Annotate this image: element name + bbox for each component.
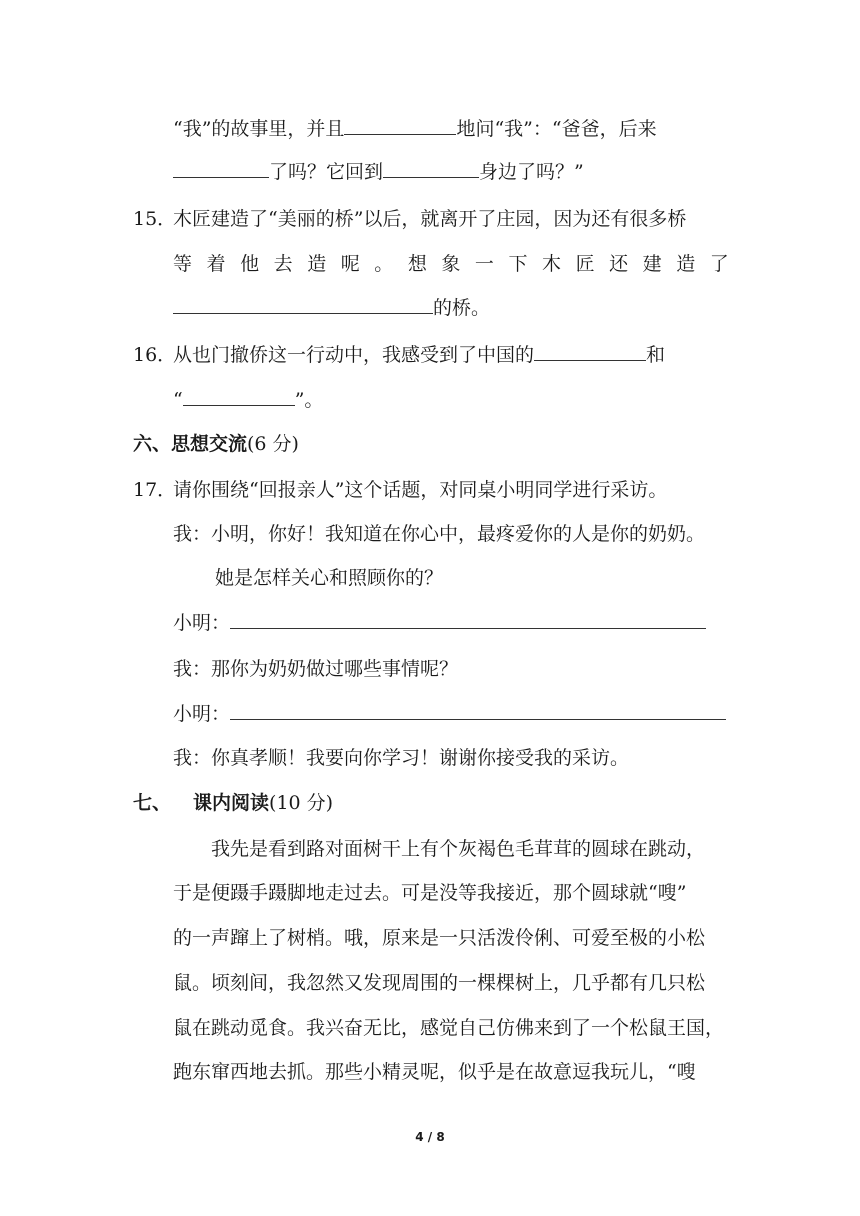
page-number: 4 / 8 xyxy=(415,1130,445,1144)
answer-blank[interactable] xyxy=(344,118,456,135)
q16-text: ”。 xyxy=(294,389,324,411)
section-score: (10 分) xyxy=(269,792,334,814)
q14-text: 地问“我”：“爸爸，后来 xyxy=(456,118,657,140)
q15-char: 了 xyxy=(709,253,729,275)
passage-line: 鼠在跳动觅食。我兴奋无比，感觉自己仿佛来到了一个松鼠王国， xyxy=(173,1017,725,1039)
q14-line-2 xyxy=(173,160,584,184)
q15-char: 还 xyxy=(609,253,629,275)
passage-line: 我先是看到路对面树干上有个灰褐色毛茸茸的圆球在跳动， xyxy=(211,838,706,860)
q16-text: “ xyxy=(173,389,183,411)
passage-line: 的一声蹿上了树梢。哦，原来是一只活泼伶俐、可爱至极的小松 xyxy=(173,927,706,949)
q15-char: 造 xyxy=(307,253,327,275)
q17-text: 请你围绕“回报亲人”这个话题，对同桌小明同学进行采访。 xyxy=(173,479,668,501)
q15-char: 象 xyxy=(441,253,461,275)
q15-char: 。 xyxy=(374,253,394,275)
passage-line: 于是便蹑手蹑脚地走过去。可是没等我接近，那个圆球就“嗖” xyxy=(173,882,687,904)
interview-xiaoming-1 xyxy=(173,611,706,635)
q15-char: 着 xyxy=(206,253,226,275)
q15-char: 想 xyxy=(407,253,427,275)
q15-char: 木 xyxy=(542,253,562,275)
q15-char: 下 xyxy=(508,253,528,275)
interview-me-1: 我：小明，你好！我知道在你心中，最疼爱你的人是你的奶奶。 xyxy=(173,523,706,545)
answer-blank[interactable] xyxy=(173,161,269,178)
q16-text: 从也门撤侨这一行动中，我感受到了中国的 xyxy=(173,344,535,366)
answer-blank[interactable] xyxy=(173,297,433,314)
q15-char: 一 xyxy=(474,253,494,275)
q16-line-2 xyxy=(173,388,323,412)
q15-line-2 xyxy=(173,252,729,276)
speaker-label: 小明： xyxy=(173,703,231,725)
q15-char: 建 xyxy=(642,253,662,275)
q15-line-1 xyxy=(133,207,686,231)
passage-line: 跑东窜西地去抓。那些小精灵呢，似乎是在故意逗我玩儿，“嗖 xyxy=(173,1061,696,1083)
q15-char: 造 xyxy=(676,253,696,275)
q14-text: 身边了吗？” xyxy=(479,161,584,183)
section-6-heading xyxy=(133,432,299,456)
section-title: 课内阅读 xyxy=(193,792,270,814)
q15-line-3 xyxy=(173,296,490,320)
question-number: 15． xyxy=(133,208,177,230)
answer-line[interactable] xyxy=(230,703,726,720)
section-7-heading xyxy=(133,791,333,815)
answer-blank[interactable] xyxy=(534,344,646,361)
section-number: 七、 xyxy=(133,792,172,814)
interview-xiaoming-2 xyxy=(173,702,726,726)
passage-line: 鼠。顷刻间，我忽然又发现周围的一棵棵树上，几乎都有几只松 xyxy=(173,972,706,994)
section-title: 六、思想交流 xyxy=(133,433,248,455)
interview-me-2: 我：那你为奶奶做过哪些事情呢？ xyxy=(173,658,459,680)
q15-char: 他 xyxy=(240,253,260,275)
interview-me-1b: 她是怎样关心和照顾你的？ xyxy=(215,567,444,589)
section-score: (6 分) xyxy=(247,433,299,455)
q15-char: 匠 xyxy=(575,253,595,275)
q15-char: 等 xyxy=(173,253,193,275)
question-number: 17． xyxy=(133,479,177,501)
interview-me-3: 我：你真孝顺！我要向你学习！谢谢你接受我的采访。 xyxy=(173,747,630,769)
q17-prompt xyxy=(133,478,667,502)
answer-blank[interactable] xyxy=(383,161,479,178)
q16-text: 和 xyxy=(646,344,666,366)
q15-text: 木匠建造了“美丽的桥”以后，就离开了庄园，因为还有很多桥 xyxy=(173,208,687,230)
q14-text: “我”的故事里，并且 xyxy=(173,118,345,140)
q15-text: 的桥。 xyxy=(433,297,491,319)
q14-text: 了吗？它回到 xyxy=(269,161,384,183)
answer-line[interactable] xyxy=(230,612,706,629)
answer-blank[interactable] xyxy=(183,389,295,406)
speaker-label: 小明： xyxy=(173,612,231,634)
question-number: 16． xyxy=(133,344,177,366)
q16-line-1 xyxy=(133,343,665,367)
q15-char: 呢 xyxy=(340,253,360,275)
q15-char: 去 xyxy=(273,253,293,275)
q14-line-1 xyxy=(173,117,657,141)
